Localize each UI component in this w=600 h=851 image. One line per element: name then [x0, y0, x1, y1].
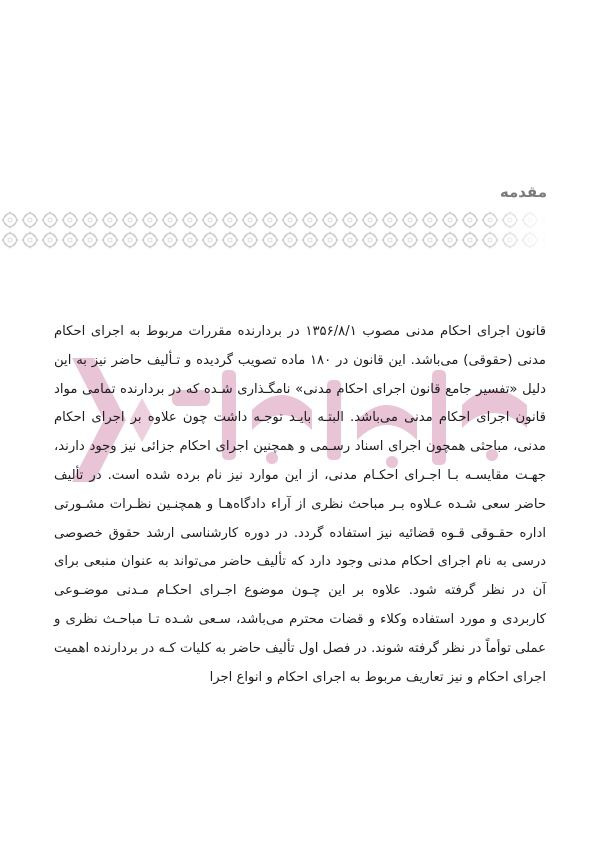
decorative-border: [0, 210, 548, 250]
body-paragraph: قانون اجرای احکام مدنی مصوب ۱۳۵۶/۸/۱ در بردارنده مقررات مربوط به اجرای احکام مدنی (حقوقی) می‌باشد. این قانون در ۱۸۰ ماده تصویب گردیده و تـألیف حاضر نیز به این دلیل «تفسیر جامع قانون اجرای احکام مدنی» نامگـذاری شـده که در بردارنده تمامی مواد قانون اجرای احکام مدنی می‌باشد. البتـه بایـد توجـه داشت چون علاوه بر اجرای احکام مدنی، مباحثی همچون اجرای اسناد رسـمی و همچنین اجرای احکام جزائی نیز وجود دارند، جهـت مقایسـه بـا اجـرای احکـام مدنی، از این موارد نیز نام برده شده است. در تألیف حاضر سعی شـده عـلاوه بـر مباحث نظری از آراء دادگاه‌هـا و همچنـین نظـرات مشـورتی اداره حقـوقی قـوه قضائیه نیز استفاده گردد. در دوره کارشناسی ارشد حقوق خصوصی درسی به نام اجرای احکام مدنی وجود دارد که تألیف حاضر می‌تواند به عنوان منبعی برای آن در نظر گرفته شود. علاوه بر این چـون موضوع اجـرای احکـام مـدنی موضـوعی کاربردی و مورد استفاده وکلاء و قضات محترم می‌باشد، سـعی شـده تـا مباحـث نظری و عملی توأماً در نظر گرفته شوند. در فصل اول تألیف حاضر به کلیات کـه در بردارنده اهمیت اجرای احکام و نیز تعاریف مربوط به اجرای احکام و انواع اجرا: [54, 324, 547, 685]
section-heading: مقدمه: [499, 183, 547, 201]
